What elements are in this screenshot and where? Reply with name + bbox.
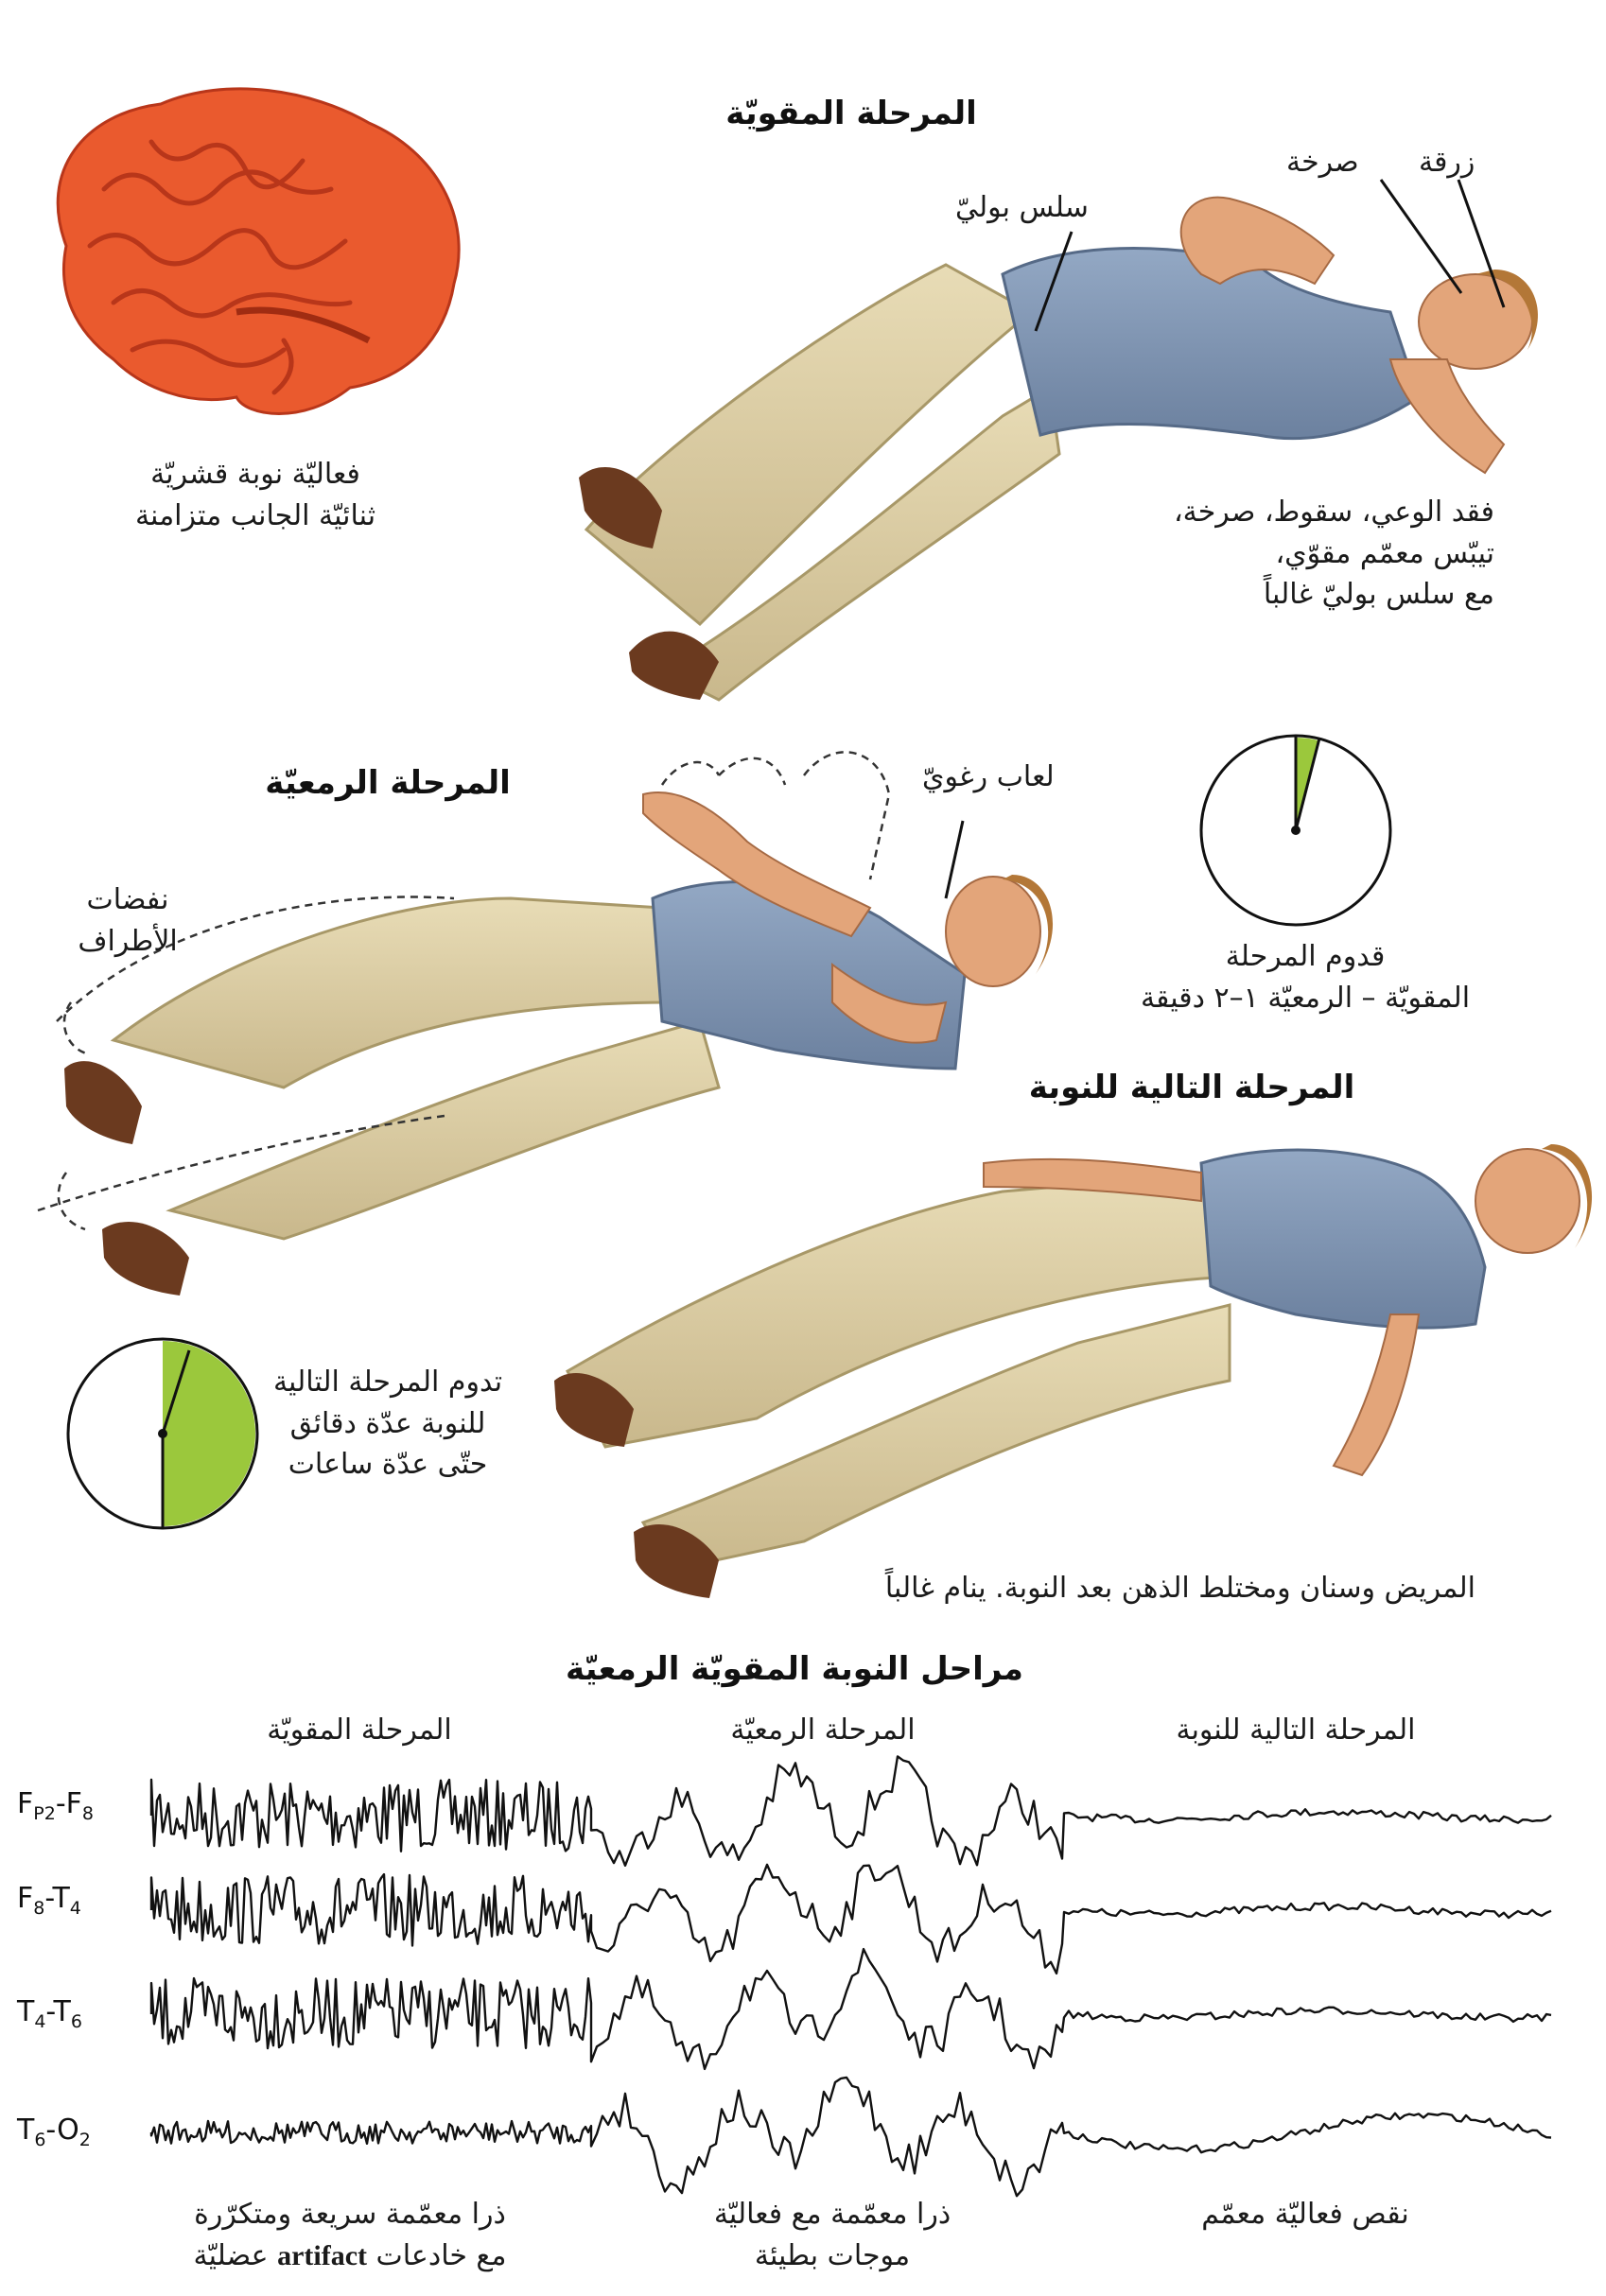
brain-caption <box>57 454 454 536</box>
postictal-duration-line: تدوم المرحلة التالية <box>272 1365 503 1399</box>
brain-illustration <box>58 89 459 414</box>
eeg-traces <box>151 1756 1551 2196</box>
brain-caption-line: فعاليّة نوبة قشريّة <box>150 458 360 491</box>
callout-limb-jerks <box>47 879 208 962</box>
eeg-trace-fp2-f8 <box>151 1756 1551 1865</box>
eeg-channel-label: $T_4-T_6$ <box>17 1995 82 2032</box>
eeg-header-postictal: المرحلة التالية للنوبة <box>1176 1713 1416 1747</box>
tonic-description-line: مع سلس بوليّ غالباً <box>1263 578 1494 611</box>
callout-limb-jerks-line: نفضات <box>86 883 169 916</box>
eeg-channel-label: $F_8-T_4$ <box>17 1882 81 1919</box>
eeg-channel-label: $F_{P2}-F_8$ <box>17 1787 94 1824</box>
eeg-note-clonic-line: ذرا معمّمة مع فعاليّة <box>713 2198 951 2231</box>
tonic-description-line: فقد الوعي، سقوط، صرخة، <box>1173 496 1494 529</box>
clonic-duration <box>1078 936 1532 1018</box>
eeg-note-tonic-line: ذرا معمّمة سريعة ومتكرّرة <box>194 2198 506 2231</box>
eeg-note-clonic <box>653 2194 1012 2276</box>
callout-cyanosis: زرقة <box>1419 146 1475 179</box>
clock-clonic <box>1201 736 1390 925</box>
eeg-title: مراحل النوبة المقويّة الرمعيّة <box>566 1650 1023 1688</box>
postictal-caption: المريض وسنان ومختلط الذهن بعد النوبة. ينام غالباً <box>884 1572 1475 1605</box>
clonic-title: المرحلة الرمعيّة <box>265 764 511 802</box>
tonic-description <box>1021 492 1494 616</box>
eeg-note-postictal: نقص فعاليّة معمّم <box>1201 2198 1409 2231</box>
tonic-title: المرحلة المقويّة <box>725 95 977 132</box>
callout-incontinence: سلس بوليّ <box>955 191 1089 224</box>
postictal-title: المرحلة التالية للنوبة <box>1028 1069 1355 1106</box>
callout-limb-jerks-line: الأطراف <box>78 924 178 958</box>
eeg-note-tonic-line2: مع خادعات artifact عضليّة <box>193 2238 507 2272</box>
eeg-note-tonic <box>113 2194 586 2276</box>
tonic-description-line: تيبّس معمّم مقوّي، <box>1275 536 1494 570</box>
postictal-duration-line: للنوبة عدّة دقائق <box>289 1406 486 1440</box>
clonic-duration-line: قدوم المرحلة <box>1225 940 1386 973</box>
postictal-duration-line: حتّى عدّة ساعات <box>288 1448 488 1481</box>
postictal-figure <box>554 1144 1592 1598</box>
tonic-figure <box>579 198 1538 700</box>
clock-postictal <box>68 1339 257 1528</box>
brain-caption-line: ثنائيّة الجانب متزامنة <box>134 498 376 532</box>
clonic-duration-line: المقويّة – الرمعيّة ١–٢ دقيقة <box>1140 981 1471 1015</box>
eeg-note-clonic-line: موجات بطيئة <box>754 2238 911 2272</box>
eeg-header-clonic: المرحلة الرمعيّة <box>730 1713 916 1747</box>
eeg-trace-f8-t4 <box>151 1865 1551 1974</box>
eeg-trace-t4-t6 <box>151 1949 1551 2069</box>
eeg-channel-label: $T_6-O_2$ <box>17 2113 91 2150</box>
callout-cry: صرخة <box>1286 146 1359 179</box>
postictal-duration <box>236 1362 539 1486</box>
clonic-figure <box>38 752 1053 1296</box>
eeg-header-tonic: المرحلة المقويّة <box>267 1713 452 1747</box>
eeg-trace-t6-o2 <box>151 2078 1551 2196</box>
callout-foam: لعاب رغويّ <box>922 760 1055 793</box>
